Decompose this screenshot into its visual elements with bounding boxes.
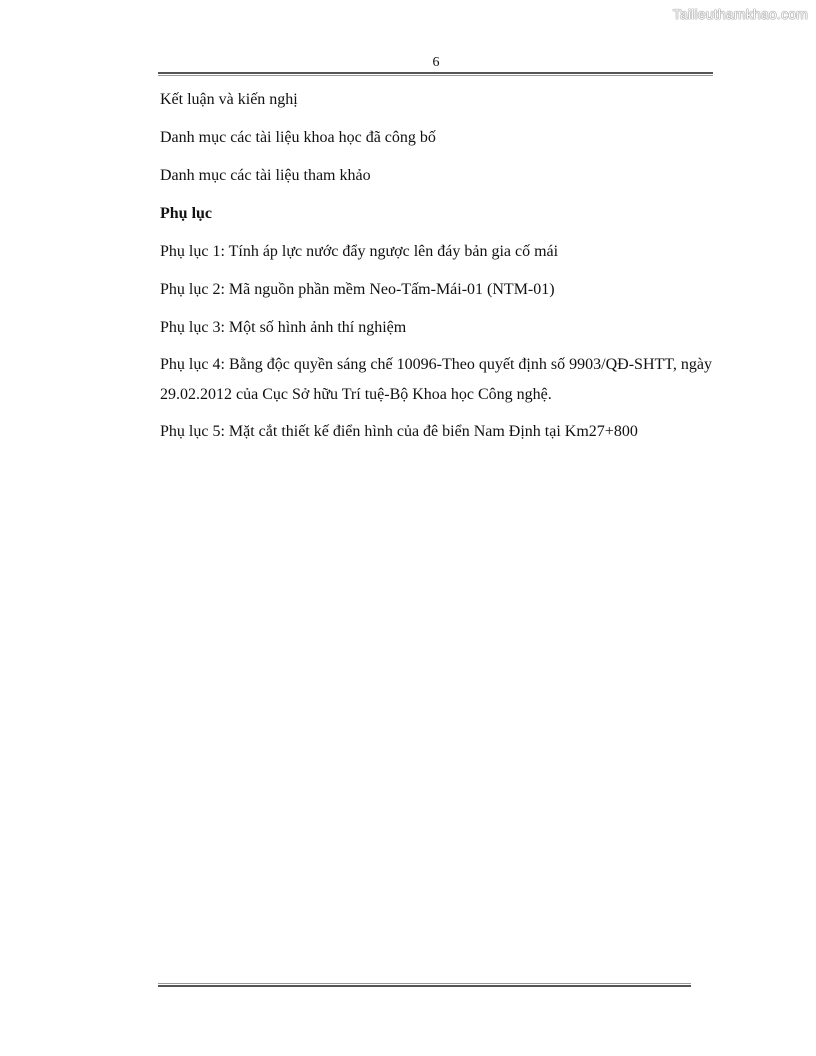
watermark-text: Tailieuthamkhao.com	[672, 6, 808, 22]
appendix-item-2: Phụ lục 2: Mã nguồn phần mềm Neo-Tấm-Mái-01 (NTM-01)	[160, 281, 555, 298]
appendix-heading: Phụ lục	[160, 205, 213, 222]
line-published-papers: Danh mục các tài liệu khoa học đã công bố	[160, 129, 436, 146]
footer-rule	[158, 983, 691, 987]
appendix-item-4: Phụ lục 4: Bằng độc quyền sáng chế 10096-Theo quyết định số 9903/QĐ-SHTT, ngày 29.02.2012 của Cục Sở hữu Trí tuệ-Bộ Khoa học Công nghệ.	[160, 356, 712, 403]
document-body	[160, 89, 712, 459]
page-number: 6	[432, 55, 440, 70]
appendix-item-5: Phụ lục 5: Mặt cắt thiết kế điển hình của đê biển Nam Định tại Km27+800	[160, 423, 638, 440]
line-conclusion: Kết luận và kiến nghị	[160, 91, 298, 108]
appendix-item-3: Phụ lục 3: Một số hình ảnh thí nghiệm	[160, 319, 407, 336]
appendix-item-1: Phụ lục 1: Tính áp lực nước đẩy ngược lên đáy bản gia cố mái	[160, 243, 559, 260]
line-references: Danh mục các tài liệu tham khảo	[160, 167, 371, 184]
header-rule	[158, 72, 713, 76]
